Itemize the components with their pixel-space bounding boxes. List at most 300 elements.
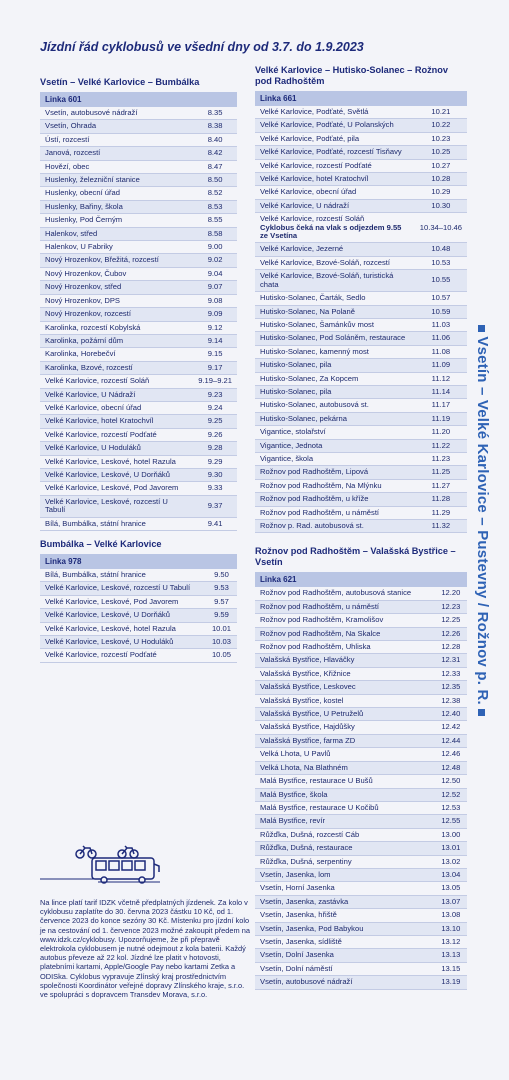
departure-time: 9.59 <box>214 610 229 620</box>
table-row <box>255 587 467 600</box>
departure-time: 9.57 <box>214 596 229 606</box>
table-row <box>255 935 467 948</box>
stop-name: Hovězí, obec <box>45 161 90 171</box>
table-row <box>255 439 467 452</box>
table-row <box>255 243 467 256</box>
stop-name: Hutisko-Solanec, Pod Soláněm, restaurace <box>260 333 406 343</box>
departure-time: 10.59 <box>431 306 451 316</box>
departure-time: 11.12 <box>431 373 451 383</box>
stop-name: Nový Hrozenkov, Čubov <box>45 268 127 278</box>
table-row <box>255 976 467 989</box>
route-side-label-text: Vsetín – Velké Karlovice – Pustevny / Rožnov p. R. <box>474 336 491 705</box>
stop-name: Malá Bystřice, restaurace U Bušů <box>260 776 373 786</box>
table-row <box>255 681 467 694</box>
stop-name: Huslenky, železniční stanice <box>45 175 140 185</box>
stop-name: Vigantice, škola <box>260 453 314 463</box>
table-row <box>255 520 467 533</box>
table-row <box>255 842 467 855</box>
stop-name: Velké Karlovice, U Nádraží <box>45 389 136 399</box>
section-title-978: Bumbálka – Velké Karlovice <box>40 539 162 549</box>
table-row <box>40 187 237 200</box>
departure-time: 9.09 <box>207 309 223 319</box>
table-row <box>255 895 467 908</box>
departure-time: 12.50 <box>441 776 461 786</box>
table-row <box>40 214 237 227</box>
stop-name: Velké Karlovice, Podťaté, rozcestí Tisňavy <box>260 147 402 157</box>
departure-time: 11.32 <box>431 521 451 530</box>
departure-time: 12.40 <box>441 709 461 719</box>
table-row <box>40 428 237 441</box>
departure-time: 10.55 <box>431 275 451 285</box>
departure-time: 12.35 <box>441 682 461 692</box>
departure-time: 9.23 <box>207 389 223 399</box>
right-column <box>255 65 467 990</box>
departure-time: 10.28 <box>431 174 451 184</box>
departure-time: 9.19–9.21 <box>198 376 232 386</box>
departure-time: 8.52 <box>207 188 223 198</box>
stop-name: Valašská Bystřice, farma ZD <box>260 735 356 745</box>
table-row <box>40 267 237 280</box>
departure-time: 13.08 <box>441 910 461 920</box>
departure-time: 13.00 <box>441 829 461 839</box>
stop-name: Velké Karlovice, Podťaté, Světlá <box>260 107 369 116</box>
table-row <box>255 426 467 439</box>
departure-time: 9.33 <box>207 483 223 493</box>
departure-time: 12.31 <box>441 655 461 665</box>
stop-name: Velké Karlovice, obecní úřad <box>260 187 357 197</box>
table-row <box>255 132 467 145</box>
table-row <box>255 868 467 881</box>
departure-time: 11.06 <box>431 333 451 343</box>
stop-name: Velké Karlovice, Bzové-Soláň, turistická chata <box>260 271 394 289</box>
departure-time: 9.25 <box>207 416 223 426</box>
departure-time: 8.53 <box>207 201 223 211</box>
table-row <box>255 106 467 119</box>
stop-name: Valašská Bystřice, Hlaváčky <box>260 655 355 665</box>
stop-name: Velká Lhota, U Pavlů <box>260 749 331 759</box>
table-row <box>40 308 237 321</box>
departure-time: 8.50 <box>207 175 223 185</box>
table-row <box>40 415 237 428</box>
stop-name: Valašská Bystřice, Hajdůšky <box>260 722 355 732</box>
departure-time: 12.25 <box>441 615 461 625</box>
stop-name: Velké Karlovice, U nádraží <box>260 200 350 210</box>
stop-name: Karolinka, rozcestí Kobylská <box>45 322 141 332</box>
table-row <box>40 388 237 401</box>
stop-name: Valašská Bystřice, U Petruželů <box>260 709 364 719</box>
departure-time: 9.04 <box>207 268 223 278</box>
departure-time: 10.23 <box>431 133 451 143</box>
stop-name: Hutisko-Solanec, kamenný most <box>260 346 369 356</box>
table-row <box>255 882 467 895</box>
table-row <box>40 107 237 120</box>
table-row <box>40 160 237 173</box>
info-text: Na lince platí tarif IDZK včetně předplatných jízdenek. Za kolo v cyklobusu zaplatíte do 30. června 2023 částku 10 Kč, od 1. července 2023 do konce sezóny 30 Kč. Místenku pro jízdní kolo je na cestování od 1. července 2023 možné zakoupit předem na www.idzk.cz/cyklobusy. Upozorňujeme, že při přepravě elektrokola cyklobusem je nutné odejmout z kola baterii. Každý autobus převeze až 22 kol. Jízdné lze platit v hotovosti, platebními kartami, Apple/Google Pay nebo kartami Zetka a ODISka. Cyklobus vypravuje Zlínský kraj prostřednictvím společnosti Koordinátor veřejné dopravy Zlínského kraje, s.r.o. ve spolupráci s dopravcem Transdev Morava, s.r.o. <box>40 898 250 1000</box>
stop-name: Nový Hrozenkov, rozcestí <box>45 309 131 319</box>
table-row <box>255 506 467 519</box>
table-row <box>255 694 467 707</box>
stop-name: Malá Bystřice, restaurace U Kočibů <box>260 802 379 812</box>
stop-name: Rožnov p. Rad. autobusová st. <box>260 521 364 530</box>
departure-time: 9.28 <box>207 443 223 453</box>
stop-name: Rožnov pod Radhoštěm, u náměstí <box>260 601 380 611</box>
timetable-601 <box>40 107 237 531</box>
stop-name: Velké Karlovice, rozcestí Podťaté <box>45 429 157 439</box>
route-side-label <box>472 325 492 785</box>
departure-time: 12.23 <box>441 601 461 611</box>
stop-name: Velké Karlovice, hotel Kratochvíl <box>45 416 154 426</box>
stop-name: Velké Karlovice, Leskové, rozcestí U Tabulí <box>45 496 168 515</box>
stop-name: Huslenky, Bařiny, škola <box>45 201 123 211</box>
table-row <box>255 748 467 761</box>
departure-time: 9.53 <box>214 583 229 593</box>
stop-name: Velké Karlovice, rozcestí Soláň Cyklobus čeká na vlak s odjezdem 9.55 ze Vsetína <box>260 214 402 241</box>
departure-time: 9.26 <box>207 429 223 439</box>
table-row <box>255 909 467 922</box>
stop-name: Nový Hrozenkov, střed <box>45 282 122 292</box>
table-row <box>255 186 467 199</box>
table-row <box>40 361 237 374</box>
table-row <box>40 227 237 240</box>
departure-time: 10.22 <box>431 120 451 130</box>
stop-name: Vigantice, Jednota <box>260 440 323 450</box>
table-row <box>40 281 237 294</box>
departure-time: 10.48 <box>431 244 451 254</box>
departure-time: 12.38 <box>441 695 461 705</box>
linka-601-header: Linka 601 <box>40 92 237 107</box>
stop-name: Rožnov pod Radhoštěm, Lipová <box>260 467 369 477</box>
stop-name: Rožnov pod Radhoštěm, Kramolišov <box>260 615 384 625</box>
table-row <box>40 636 237 649</box>
departure-time: 9.29 <box>207 456 223 466</box>
stop-name: Hutisko-Solanec, Čarták, Sedlo <box>260 293 366 303</box>
stop-name: Rožnov pod Radhoštěm, Na Mlýnku <box>260 480 382 490</box>
stop-name: Halenkov, střed <box>45 228 98 238</box>
departure-time: 9.14 <box>207 335 223 345</box>
departure-time: 11.23 <box>431 453 451 463</box>
table-row <box>255 734 467 747</box>
stop-name: Rožnov pod Radhoštěm, autobusová stanice <box>260 588 412 598</box>
table-row <box>255 359 467 372</box>
stop-name: Vsetín, autobusové nádraží <box>45 108 138 117</box>
table-row <box>40 133 237 146</box>
table-row <box>40 120 237 133</box>
stop-name: Valašská Bystřice, Leskovec <box>260 682 356 692</box>
departure-time: 10.30 <box>431 200 451 210</box>
stop-name: Vsetín, Horní Jasenka <box>260 883 335 893</box>
stop-name: Velké Karlovice, rozcestí Podťaté <box>260 160 372 170</box>
departure-time: 9.50 <box>214 570 229 579</box>
departure-time: 11.28 <box>431 494 451 504</box>
stop-name: Velké Karlovice, Leskové, hotel Razula <box>45 623 176 633</box>
table-row <box>255 775 467 788</box>
table-row <box>255 146 467 159</box>
left-column <box>40 77 237 663</box>
linka-978-header: Linka 978 <box>40 554 237 569</box>
table-row <box>255 614 467 627</box>
stop-name: Malá Bystřice, škola <box>260 789 328 799</box>
table-row <box>255 332 467 345</box>
stop-name: Hutisko-Solanec, pila <box>260 360 332 370</box>
square-bullet-icon <box>478 325 485 332</box>
square-bullet-icon <box>478 709 485 716</box>
table-row <box>255 173 467 186</box>
timetable-621 <box>255 587 467 989</box>
linka-661-header: Linka 661 <box>255 91 467 106</box>
table-row <box>255 627 467 640</box>
departure-time: 13.13 <box>441 950 461 960</box>
departure-time: 9.07 <box>207 282 223 292</box>
section-title-661: Velké Karlovice – Hutisko-Solanec – Rožnov pod Radhoštěm <box>255 65 449 86</box>
stop-name: Vsetín, Jasenka, hřiště <box>260 910 337 920</box>
stop-name: Velké Karlovice, Jezerné <box>260 244 344 254</box>
table-row <box>255 345 467 358</box>
departure-time: 11.08 <box>431 346 451 356</box>
stop-name: Huslenky, Pod Černým <box>45 215 123 225</box>
departure-time: 12.42 <box>441 722 461 732</box>
departure-time: 9.37 <box>207 500 223 510</box>
table-row <box>255 270 467 292</box>
departure-time: 10.21 <box>431 107 451 116</box>
departure-time: 8.55 <box>207 215 223 225</box>
table-row <box>255 788 467 801</box>
departure-time: 13.12 <box>441 936 461 946</box>
departure-time: 10.57 <box>431 293 451 303</box>
table-row <box>255 667 467 680</box>
stop-name: Hutisko-Solanec, Za Kopcem <box>260 373 359 383</box>
cyclobus-illustration <box>40 842 240 887</box>
departure-time: 10.01 <box>211 623 231 633</box>
departure-time: 8.58 <box>207 228 223 238</box>
departure-time: 12.53 <box>441 802 461 812</box>
table-row <box>40 401 237 414</box>
departure-time: 13.02 <box>441 856 461 866</box>
departure-time: 11.20 <box>431 427 451 437</box>
table-row <box>255 199 467 212</box>
table-row <box>255 949 467 962</box>
table-row <box>255 256 467 269</box>
stop-name: Hutisko-Solanec, Na Polaně <box>260 306 355 316</box>
stop-name: Karolinka, Horebečví <box>45 349 116 359</box>
stop-name: Vsetín, autobusové nádraží <box>260 977 353 987</box>
table-row <box>40 241 237 254</box>
table-row <box>255 412 467 425</box>
table-row <box>255 654 467 667</box>
table-row <box>40 174 237 187</box>
stop-name: Velké Karlovice, Leskové, U Dorňáků <box>45 610 170 620</box>
departure-time: 13.15 <box>441 963 461 973</box>
table-row <box>40 294 237 307</box>
departure-time: 11.27 <box>431 480 451 490</box>
table-row <box>40 609 237 622</box>
stop-name: Velké Karlovice, rozcestí Podťaté <box>45 650 157 660</box>
departure-time: 13.10 <box>441 923 461 933</box>
table-row <box>255 600 467 613</box>
departure-time: 13.07 <box>441 896 461 906</box>
table-row <box>40 334 237 347</box>
departure-time: 8.40 <box>207 134 223 144</box>
stop-name: Bílá, Bumbálka, státní hranice <box>45 518 146 528</box>
departure-time: 11.22 <box>431 440 451 450</box>
departure-time: 8.38 <box>207 121 223 131</box>
stop-name: Vsetín, Ohrada <box>45 121 97 131</box>
timetable-661 <box>255 106 467 533</box>
departure-time: 13.19 <box>441 977 461 987</box>
table-row <box>255 159 467 172</box>
table-row <box>255 305 467 318</box>
departure-time: 10.27 <box>431 160 451 170</box>
departure-time: 10.34–10.46 <box>419 222 462 232</box>
stop-name: Velká Lhota, Na Blathném <box>260 762 348 772</box>
departure-time: 12.46 <box>441 749 461 759</box>
table-row <box>255 372 467 385</box>
table-row <box>255 466 467 479</box>
table-row <box>255 962 467 975</box>
table-row <box>255 452 467 465</box>
table-row <box>40 442 237 455</box>
section-title-601: Vsetín – Velké Karlovice – Bumbálka <box>40 77 200 87</box>
stop-name: Hutisko-Solanec, autobusová st. <box>260 400 369 410</box>
departure-time: 13.05 <box>441 883 461 893</box>
departure-time: 11.29 <box>431 507 451 517</box>
stop-name: Vsetín, Dolní Jasenka <box>260 950 334 960</box>
stop-name: Vsetín, Jasenka, zastávka <box>260 896 349 906</box>
stop-name: Vsetín, Jasenka, sídliště <box>260 936 342 946</box>
table-row <box>40 455 237 468</box>
stop-name: Bílá, Bumbálka, státní hranice <box>45 570 146 579</box>
departure-time: 11.25 <box>431 467 451 477</box>
stop-name: Malá Bystřice, revír <box>260 816 325 826</box>
table-row <box>255 399 467 412</box>
departure-time: 10.05 <box>211 650 231 660</box>
table-row <box>40 595 237 608</box>
departure-time: 10.03 <box>211 637 231 647</box>
stop-name: Velké Karlovice, Leskové, U Hoduláků <box>45 637 174 647</box>
stop-name: Růžďka, Dušná, serpentiny <box>260 856 352 866</box>
table-row <box>40 348 237 361</box>
table-row <box>40 468 237 481</box>
table-row <box>40 147 237 160</box>
table-row <box>40 495 237 517</box>
stop-name: Velké Karlovice, rozcestí Soláň <box>45 376 150 386</box>
stop-name: Velké Karlovice, hotel Kratochvíl <box>260 174 369 184</box>
stop-name: Janová, rozcestí <box>45 148 101 158</box>
departure-time: 9.17 <box>207 362 223 372</box>
stop-name: Valašská Bystřice, kostel <box>260 695 344 705</box>
table-row <box>255 828 467 841</box>
linka-621-header: Linka 621 <box>255 572 467 587</box>
departure-time: 9.41 <box>207 518 223 528</box>
stop-name: Hutisko-Solanec, pekárna <box>260 413 347 423</box>
departure-time: 11.17 <box>431 400 451 410</box>
departure-time: 9.24 <box>207 402 223 412</box>
departure-time: 8.35 <box>207 108 223 117</box>
table-row <box>255 479 467 492</box>
table-row <box>255 641 467 654</box>
stop-name: Vsetín, Jasenka, Pod Babykou <box>260 923 364 933</box>
stop-name: Velké Karlovice, Leskové, rozcestí U Tabulí <box>45 583 191 593</box>
departure-time: 9.08 <box>207 295 223 305</box>
table-row <box>40 482 237 495</box>
departure-time: 9.02 <box>207 255 223 265</box>
stop-name: Velké Karlovice, Leskové, Pod Javorem <box>45 483 179 493</box>
stop-name: Karolinka, Bzové, rozcestí <box>45 362 133 372</box>
table-row <box>255 493 467 506</box>
stop-name: Ústí, rozcestí <box>45 134 90 144</box>
departure-time: 11.09 <box>431 360 451 370</box>
stop-name: Růžďka, Dušná, restaurace <box>260 843 353 853</box>
table-row <box>255 761 467 774</box>
table-row <box>255 385 467 398</box>
departure-time: 13.01 <box>441 843 461 853</box>
stop-name: Růžďka, Dušná, rozcestí Cáb <box>260 829 360 839</box>
departure-time: 9.30 <box>207 469 223 479</box>
table-row <box>255 292 467 305</box>
table-row <box>40 517 237 530</box>
stop-name: Halenkov, U Fabriky <box>45 242 113 252</box>
table-row <box>255 801 467 814</box>
table-row <box>255 721 467 734</box>
stop-name: Hutisko-Solanec, pila <box>260 386 332 396</box>
table-row <box>40 375 237 388</box>
table-row <box>255 922 467 935</box>
table-row <box>40 321 237 334</box>
train-connection-note: Cyklobus čeká na vlak s odjezdem 9.55 ze Vsetína <box>260 222 402 241</box>
departure-time: 9.15 <box>207 349 223 359</box>
departure-time: 10.53 <box>431 257 451 267</box>
stop-name: Velké Karlovice, Podťaté, pila <box>260 133 360 143</box>
stop-name: Rožnov pod Radhoštěm, Uhliska <box>260 642 371 652</box>
departure-time: 12.33 <box>441 668 461 678</box>
departure-time: 9.12 <box>207 322 223 332</box>
table-row <box>40 649 237 662</box>
departure-time: 12.44 <box>441 735 461 745</box>
section-title-621: Rožnov pod Radhoštěm – Valašská Bystřice – Vsetín <box>255 546 456 568</box>
departure-time: 10.29 <box>431 187 451 197</box>
departure-time: 8.47 <box>207 161 223 171</box>
timetable-978 <box>40 569 237 663</box>
table-row <box>40 622 237 635</box>
stop-name: Rožnov pod Radhoštěm, u náměstí <box>260 507 380 517</box>
departure-time: 8.42 <box>207 148 223 158</box>
table-row <box>255 855 467 868</box>
stop-name: Vsetín, Dolní náměstí <box>260 963 333 973</box>
table-row <box>255 815 467 828</box>
stop-name: Velké Karlovice, Podťaté, U Polanských <box>260 120 394 130</box>
departure-time: 12.26 <box>441 628 461 638</box>
stop-name: Rožnov pod Radhoštěm, u kříže <box>260 494 369 504</box>
table-row <box>255 318 467 331</box>
stop-name: Velké Karlovice, obecní úřad <box>45 402 142 412</box>
stop-name: Rožnov pod Radhoštěm, Na Skalce <box>260 628 381 638</box>
stop-name: Vigantice, stolařství <box>260 427 326 437</box>
stop-name: Velké Karlovice, Leskové, Pod Javorem <box>45 596 179 606</box>
departure-time: 12.28 <box>441 642 461 652</box>
stop-name: Nový Hrozenkov, Břežitá, rozcestí <box>45 255 159 265</box>
stop-name: Velké Karlovice, Bzové-Soláň, rozcestí <box>260 257 390 267</box>
table-row <box>40 254 237 267</box>
stop-name: Vsetín, Jasenka, lom <box>260 869 331 879</box>
departure-time: 12.55 <box>441 816 461 826</box>
stop-name: Hutisko-Solanec, Šamánkův most <box>260 319 374 329</box>
stop-name: Huslenky, obecní úřad <box>45 188 120 198</box>
stop-name: Karolinka, požární dům <box>45 335 124 345</box>
stop-name: Valašská Bystřice, Křižnice <box>260 668 351 678</box>
stop-name: Velké Karlovice, Leskové, U Dorňáků <box>45 469 170 479</box>
departure-time: 10.25 <box>431 147 451 157</box>
table-row <box>40 200 237 213</box>
stop-name: Nový Hrozenkov, DPS <box>45 295 120 305</box>
